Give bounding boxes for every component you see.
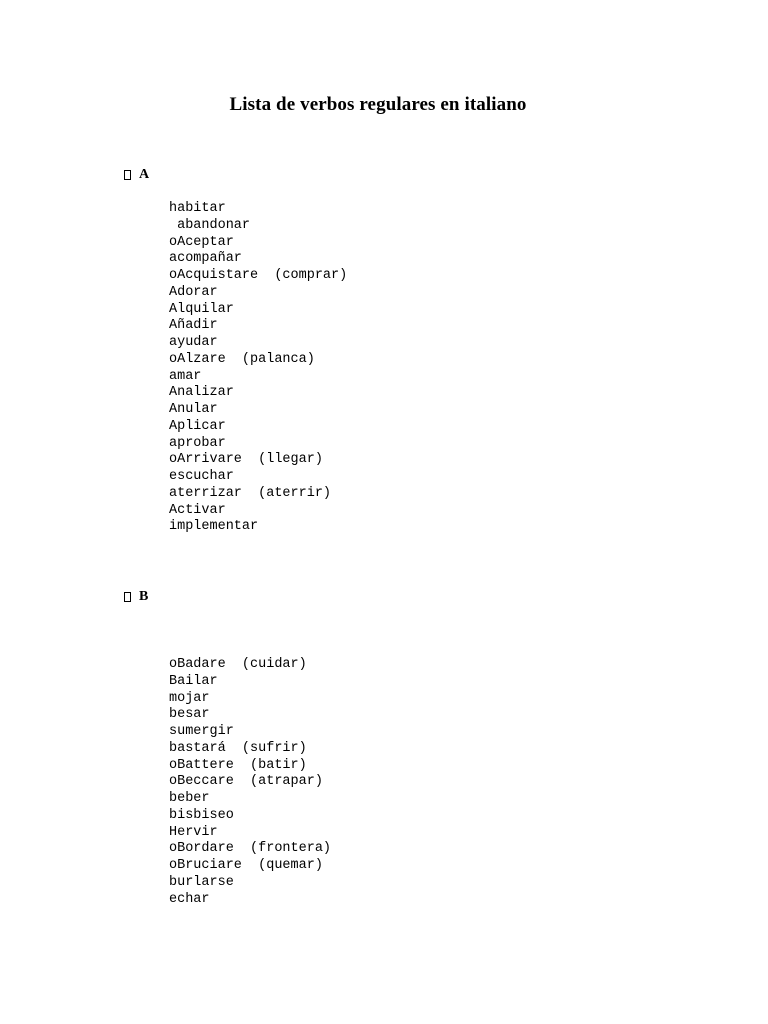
verb-item: Anular <box>169 402 218 417</box>
section-heading-a <box>124 167 149 183</box>
missing-glyph-bullet-icon <box>124 170 131 180</box>
verb-list-a <box>169 201 347 536</box>
verb-item: oBeccare (atrapar) <box>169 774 323 790</box>
section-heading-b <box>124 589 148 605</box>
verb-item: aterrizar (aterrir) <box>169 485 332 501</box>
verb-item: oArrivare (llegar) <box>169 452 323 468</box>
verb-item: beber <box>169 791 210 806</box>
section-letter: A <box>139 167 150 182</box>
verb-item: oAceptar <box>169 234 234 250</box>
verb-item: Adorar <box>169 284 218 300</box>
verb-item: Analizar <box>169 385 234 401</box>
verb-item: Alquilar <box>169 301 234 317</box>
verb-item: Bailar <box>169 673 218 689</box>
verb-item: implementar <box>169 519 259 535</box>
verb-item: escuchar <box>169 469 234 484</box>
verb-item: Aplicar <box>169 418 226 434</box>
verb-item: Activar <box>169 502 226 518</box>
section-letter: B <box>139 589 149 604</box>
verb-item: oAlzare (palanca) <box>169 351 315 367</box>
verb-item: oBruciare (quemar) <box>169 858 323 873</box>
verb-item: bastará (sufrir) <box>169 740 307 756</box>
verb-item: besar <box>169 707 210 723</box>
verb-item: ayudar <box>169 335 218 350</box>
verb-item: bisbiseo <box>169 807 234 823</box>
verb-item: burlarse <box>169 874 234 890</box>
verb-item: oBattere (batir) <box>169 757 307 773</box>
verb-item: Hervir <box>169 824 218 840</box>
verb-item: amar <box>169 368 202 384</box>
verb-item: sumergir <box>169 724 234 739</box>
verb-item: oAcquistare (comprar) <box>169 268 348 283</box>
page-title: Lista de verbos regulares en italiano <box>229 94 527 115</box>
verb-item: Añadir <box>169 318 218 334</box>
verb-list-b <box>169 657 331 908</box>
verb-item: habitar <box>169 201 226 216</box>
verb-item: oBordare (frontera) <box>169 841 332 857</box>
verb-item: mojar <box>169 690 210 706</box>
verb-item: echar <box>169 891 210 907</box>
missing-glyph-bullet-icon <box>124 592 131 602</box>
verb-item: aprobar <box>169 435 226 451</box>
verb-item: abandonar <box>169 217 251 233</box>
verb-item: acompañar <box>169 251 242 267</box>
verb-item: oBadare (cuidar) <box>169 657 307 672</box>
